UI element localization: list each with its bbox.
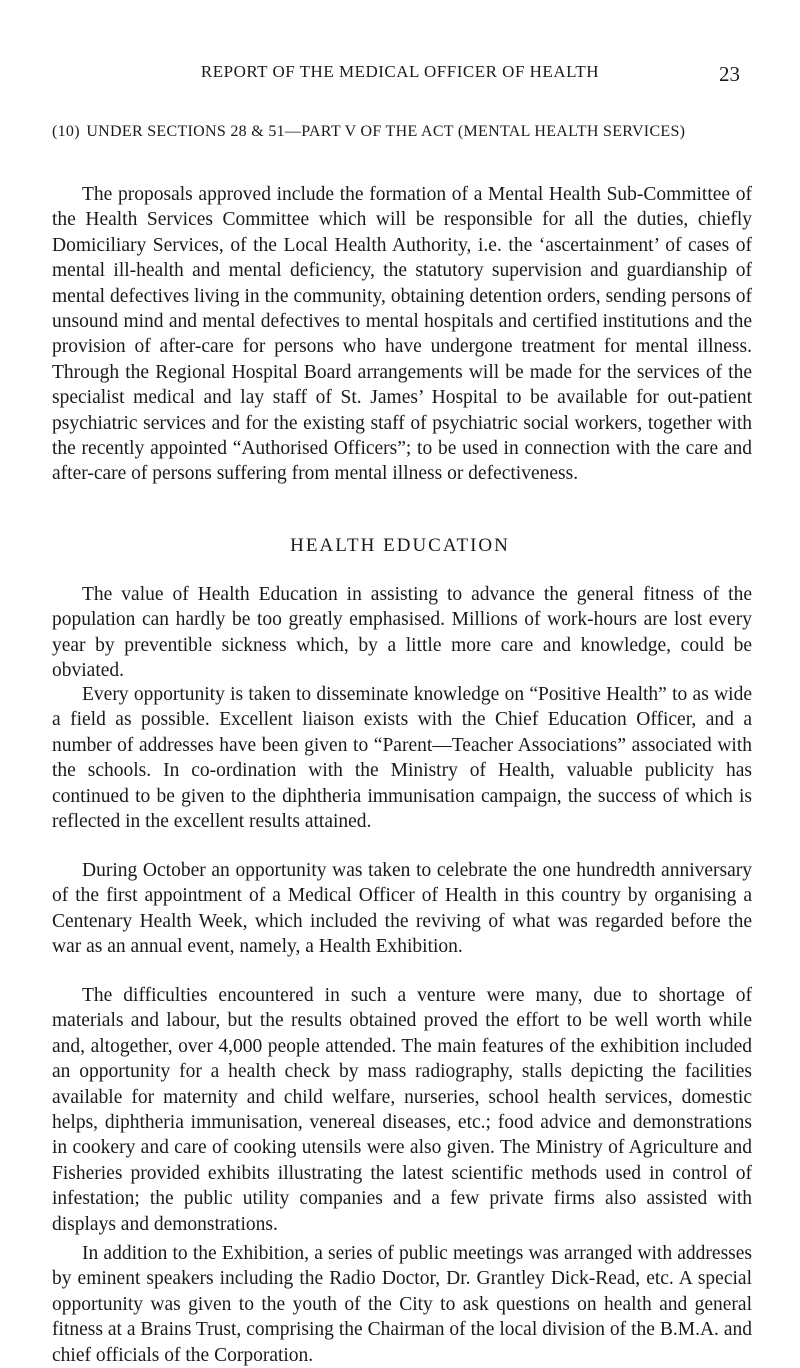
running-header	[0, 62, 800, 92]
section-number: (10)	[52, 123, 80, 140]
health-education-paragraph-4: The difficulties encountered in such a venture were many, due to shortage of materials and labour, but the results obtained proved the effort to be well worth while and, altogether, over 4,000 people attended. The main features of the exhibition included an opportunity for a health check by mass radiography, stalls depicting the facilities available for maternity and child welfare, nurseries, school health services, domestic helps, diphtheria immunisation, venereal diseases, etc.; food advice and demonstrations in cookery and care of cooking utensils were also given. The Ministry of Agriculture and Fisheries provided exhibits illustrating the latest scientific methods used in control of infestation; the public utility companies and a few private firms also assisted with displays and demonstrations.	[52, 985, 752, 1235]
health-education-paragraph-3: During October an opportunity was taken to celebrate the one hundredth anniversary of the first appointment of a Medical Officer of Health in this country by organising a Centenary Health Week, which included the reviving of what was regarded before the war as an annual event, namely, a Health Exhibition.	[52, 860, 752, 958]
section-heading	[52, 122, 752, 142]
mental-health-paragraph: The proposals approved include the formation of a Mental Health Sub-Committee of the Health Services Committee which will be responsible for all the duties, chiefly Domiciliary Services, of the Local Health Authority, i.e. the ‘ascertainment’ of cases of mental ill-health and mental deficiency, the statutory supervision and guardianship of mental defectives living in the community, obtaining detention orders, sending persons of unsound mind and mental defectives to mental hospitals and certified institutions and the provision of after-care for persons who have undergone treatment for mental illness. Through the Regional Hospital Board arrangements will be made for the services of the specialist medical and lay staff of St. James’ Hospital to be available for out-patient psychiatric services and for the existing staff of psychiatric social workers, together with the recently appointed “Authorised Officers”; to be used in connection with the care and after-care of persons suffering from mental illness or defectiveness.	[52, 184, 752, 485]
page-number: 23	[719, 62, 740, 86]
health-education-heading: HEALTH EDUCATION	[290, 535, 510, 556]
section-title: UNDER SECTIONS 28 & 51—PART V OF THE ACT (MENTAL HEALTH SERVICES)	[86, 123, 686, 140]
running-title: REPORT OF THE MEDICAL OFFICER OF HEALTH	[200, 62, 600, 81]
health-education-paragraph-2: Every opportunity is taken to disseminate knowledge on “Positive Health” to as wide a field as possible. Excellent liaison exists with the Chief Education Officer, and a number of addresses have been given to “Parent—Teacher Associations” associated with the schools. In co-ordination with the Ministry of Health, valuable publicity has continued to be given to the diphtheria immunisation campaign, the success of which is reflected in the excellent results attained.	[52, 684, 752, 833]
health-education-paragraph-1: The value of Health Education in assisting to advance the general fitness of the population can hardly be too greatly emphasised. Millions of work-hours are lost every year by preventible sickness which, by a little more care and knowledge, could be obviated.	[52, 584, 752, 682]
health-education-paragraph-5: In addition to the Exhibition, a series of public meetings was arranged with addresses by eminent speakers including the Radio Doctor, Dr. Grantley Dick-Read, etc. A special opportunity was given to the youth of the City to ask questions on health and general fitness at a Brains Trust, comprising the Chairman of the local division of the B.M.A. and chief officials of the Corporation.	[52, 1243, 752, 1366]
